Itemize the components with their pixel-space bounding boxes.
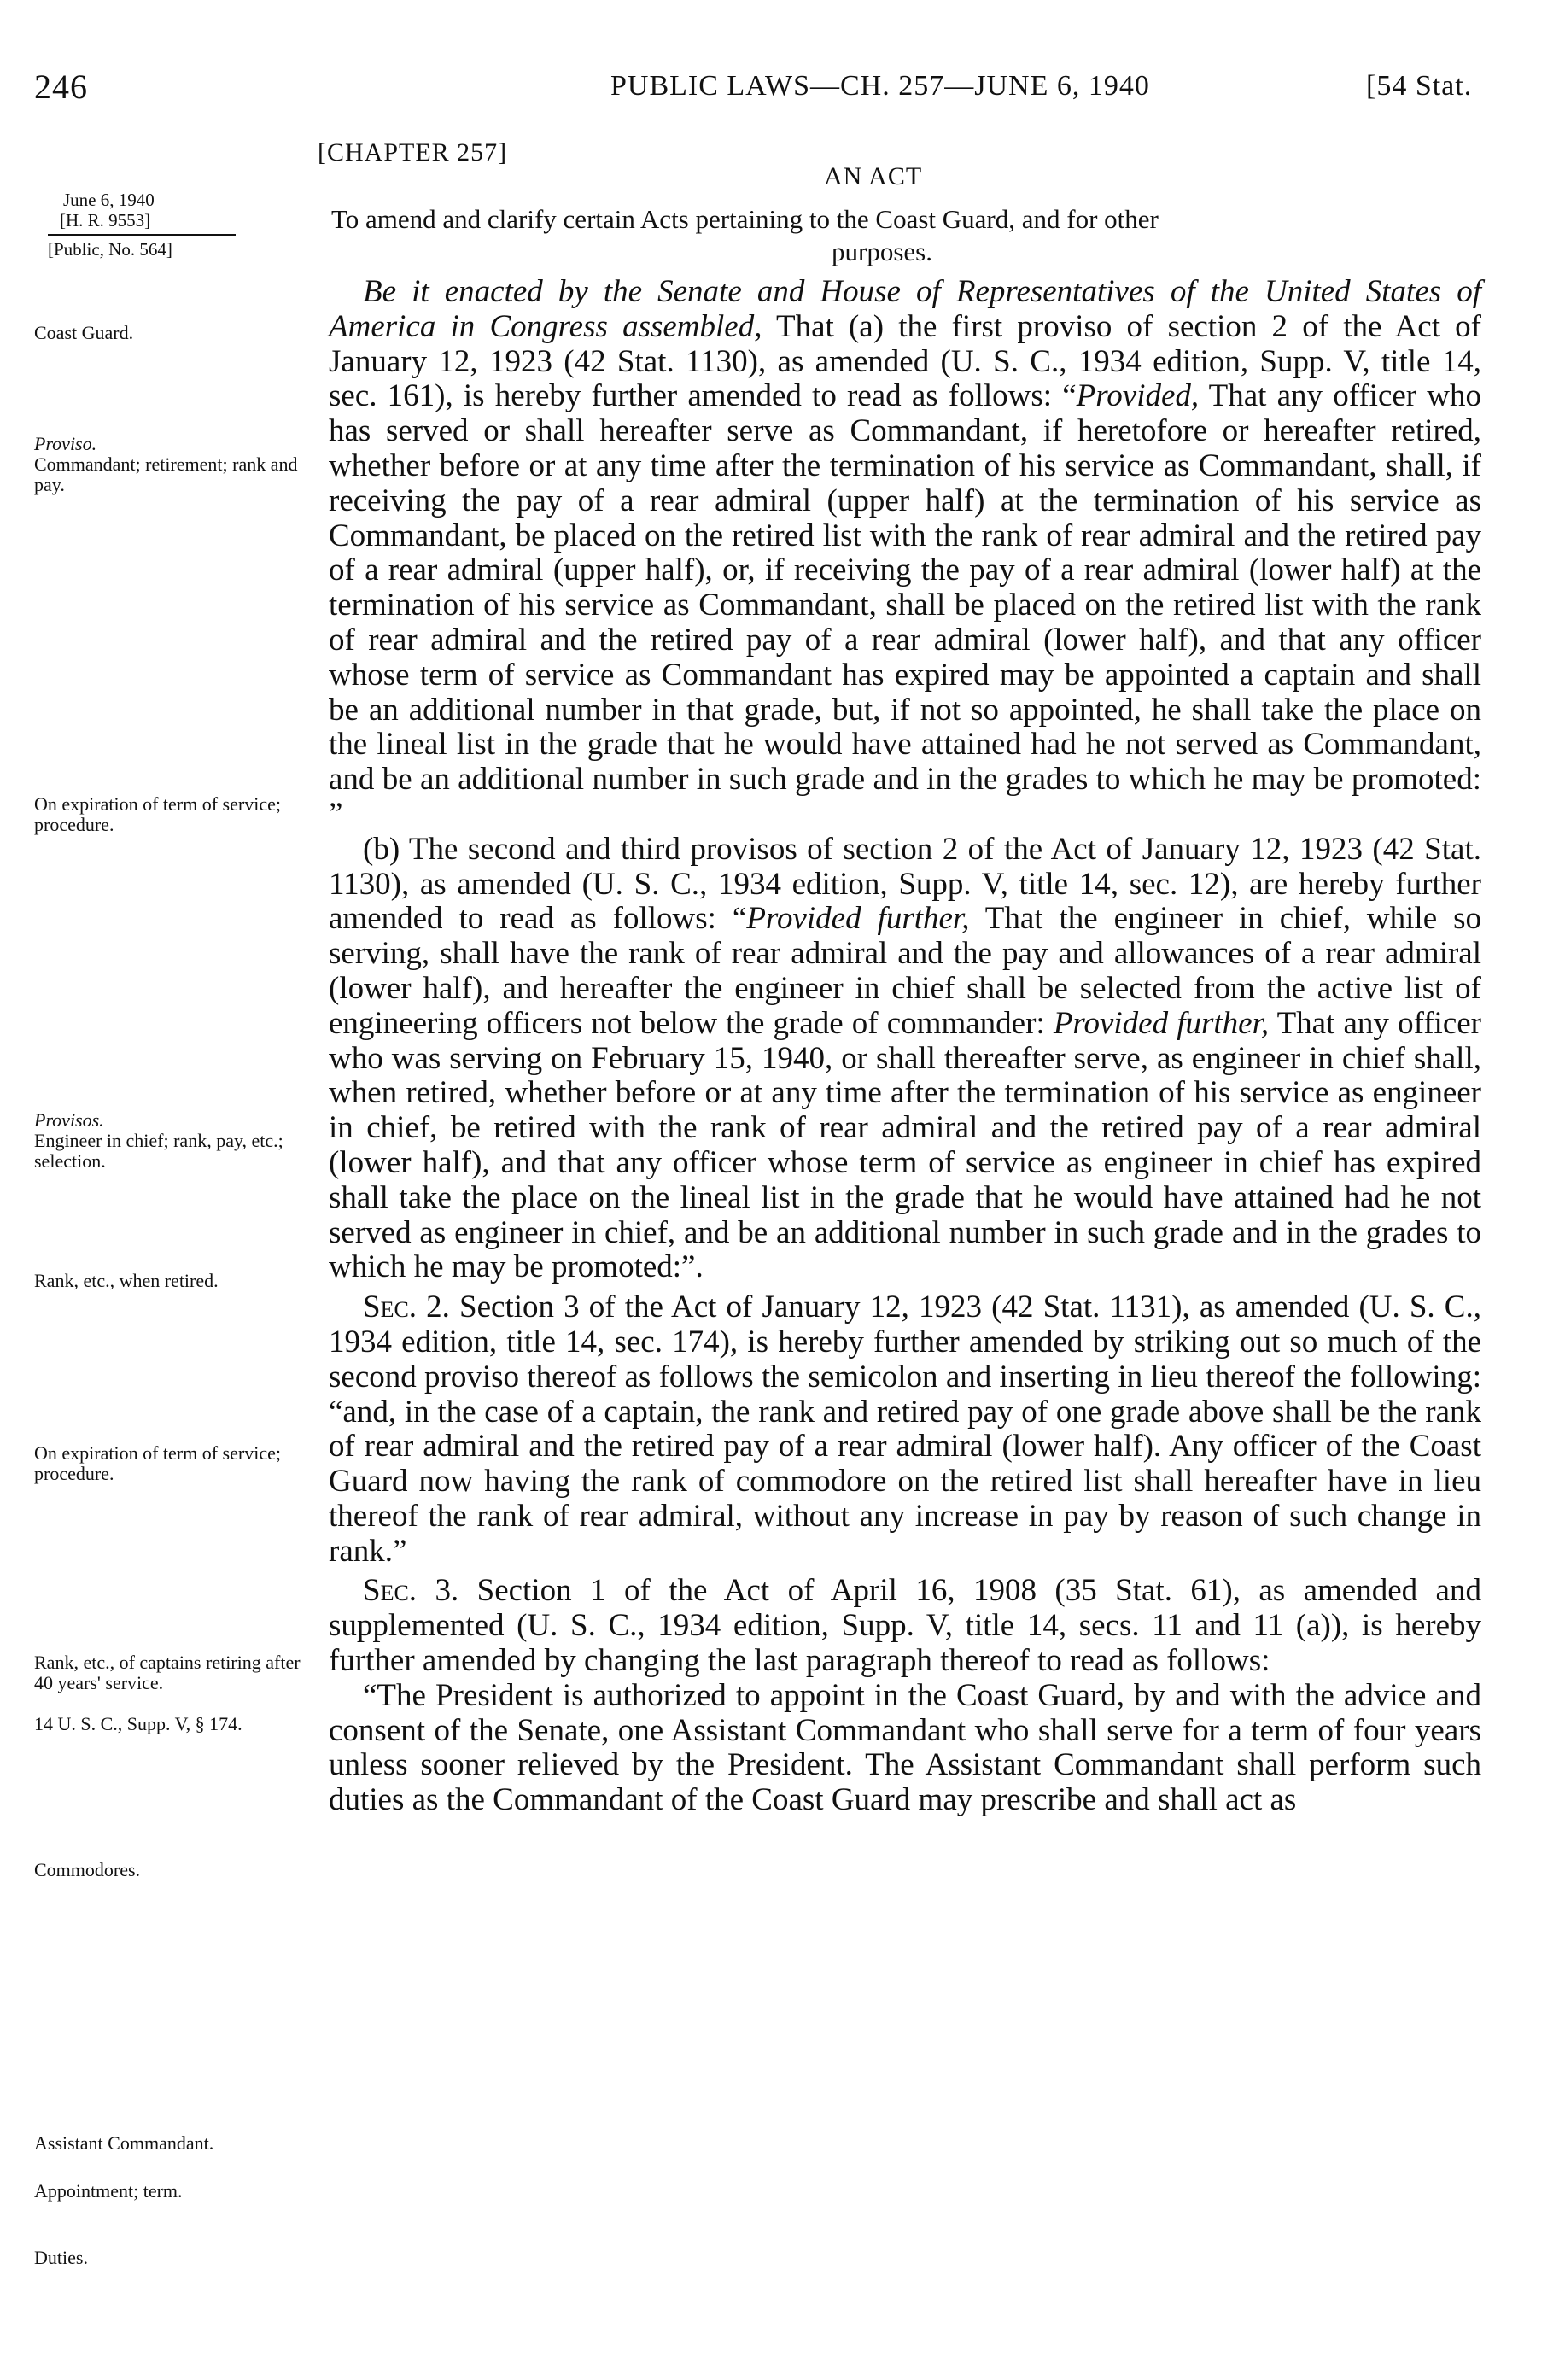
page-number: 246 (34, 67, 88, 106)
enacting-clause: Be it enacted by the Senate and House of Representatives of the United States of America in Congress assembled, (329, 274, 1481, 344)
section-1b-text-1: (b) The second and third provisos of section 2 of the Act of January 12, 1923 (42 Stat. 1130), as amended (U. S. C., 1934 edition, Supp. V, title 14, sec. 12), are hereby further amended to read as follows: “ (329, 831, 1481, 937)
section-1b-text-2: That the engineer in chief, while so serving, shall have the rank of rear admiral and the pay and allowances of a rear admiral (lower half), and hereafter the engineer in chief shall be selected from the active list of engineering officers not below the grade of commander: (329, 901, 1481, 1041)
bill-info (48, 190, 227, 260)
section-3-paragraph (329, 1574, 1481, 1678)
running-title: PUBLIC LAWS—CH. 257—JUNE 6, 1940 (610, 70, 1150, 102)
section-1a-paragraph (329, 275, 1481, 833)
margin-note-commodores: Commodores. (34, 1859, 141, 1880)
margin-note-rank-retired: Rank, etc., when retired. (34, 1270, 219, 1291)
margin-note-rank-captains: Rank, etc., of captains retiring after 40 years' service. (34, 1652, 301, 1693)
act-heading: AN ACT (824, 162, 923, 190)
bill-date: June 6, 1940 (63, 190, 155, 210)
margin-note-expiration-2: On expiration of term of service; procedure. (34, 1442, 281, 1484)
section-1b-text-3: That any officer who was serving on February 15, 1940, or shall thereafter serve, as engineer in chief shall, when retired, whether before or at any time after the termination of his service as engineer in chief, be retired with the rank of rear admiral and the retired pay of a rear admiral (lower half), and that any officer whose term of service as engineer in chief has expired shall take the place on the lineal list in the grade that he would have attained had he not served as engineer in chief, and be an additional number in such grade and in the grades to which he may be promoted:”. (329, 1005, 1481, 1285)
margin-note-commandant: Commandant; retirement; rank and pay. (34, 453, 298, 495)
bill-number: [H. R. 9553] (60, 210, 151, 231)
section-2-label: Sec. 2. (363, 1289, 450, 1325)
margin-note-usc-reference: 14 U. S. C., Supp. V, § 174. (34, 1713, 242, 1734)
section-2-text: Section 3 of the Act of January 12, 1923 (42 Stat. 1131), as amended (U. S. C., 1934 edition, title 14, sec. 174), is hereby further amended by striking out so much of the second proviso thereof as follows the semicolon and inserting in lieu thereof the following: “and, in the case of a captain, the rank and retired pay of one grade above shall be the rank of rear admiral and the retired pay of a rear admiral (lower half). Any officer of the Coast Guard now having the rank of commodore on the retired list shall hereafter have in lieu thereof the rank of rear admiral, without any increase in pay by reason of such change in rank.” (329, 1289, 1481, 1569)
section-1a-text-2: That any officer who has served or shall hereafter serve as Commandant, if heretofore or hereafter retired, whether before or at any time after the termination of his service as Commandant, shall, if receiving the pay of a rear admiral (upper half) at the termination of his service as Commandant, be placed on the retired list with the rank of rear admiral and the retired pay of a rear admiral (upper half), or, if receiving the pay of a rear admiral (lower half) at the termination of his service as Commandant, shall be placed on the retired list with the rank of rear admiral and the retired pay of a rear admiral (lower half), and that any officer whose term of service as Commandant has expired may be appointed a captain and shall be an additional number in that grade, but, if not so appointed, he shall take the place on the lineal list in the grade that he would have attained had he not served as Commandant, and be an additional number in such grade and in the grades to which he may be promoted: ” (329, 378, 1481, 832)
section-3-label: Sec. 3. (363, 1573, 459, 1609)
act-body (329, 275, 1481, 1818)
chapter-label: [CHAPTER 257] (318, 138, 508, 167)
margin-note-provisos: Provisos. (34, 1109, 104, 1131)
section-2-paragraph (329, 1290, 1481, 1569)
provided-term: Provided, (1076, 378, 1200, 414)
margin-note-engineer: Engineer in chief; rank, pay, etc.; selection. (34, 1130, 283, 1172)
quoted-paragraph (329, 1679, 1481, 1818)
margin-note-coast-guard: Coast Guard. (34, 322, 134, 343)
section-3-text: Section 1 of the Act of April 16, 1908 (35 Stat. 61), as amended and supplemented (U. S. C., 1934 edition, Supp. V, title 14, secs. 11 and 11 (a)), is hereby further amended by changing the last paragraph thereof to read as follows: (329, 1573, 1481, 1679)
purpose-line-1: To amend and clarify certain Acts pertaining to the Coast Guard, and for other (331, 204, 1159, 234)
margin-note-appointment: Appointment; term. (34, 2180, 183, 2202)
quoted-text: “The President is authorized to appoint in the Coast Guard, by and with the advice and consent of the Senate, one Assistant Commandant who shall serve for a term of four years unless sooner relieved by the President. The Assistant Commandant shall perform such duties as the Commandant of the Coast Guard may prescribe and shall act as (329, 1677, 1481, 1818)
provided-further-term-1: Provided further, (746, 901, 970, 937)
bill-divider (48, 234, 236, 236)
margin-note-proviso: Proviso. (34, 433, 97, 454)
provided-further-term-2: Provided further, (1053, 1005, 1270, 1041)
margin-note-expiration-1: On expiration of term of service; procedure. (34, 793, 281, 835)
purpose-line-2: purposes. (832, 237, 932, 266)
section-1a-text-1: That (a) the first proviso of section 2 of the Act of January 12, 1923 (42 Stat. 1130), as amended (U. S. C., 1934 edition, Supp. V, title 14, sec. 161), is hereby further amended to read as follows: “ (329, 308, 1481, 414)
section-1b-paragraph (329, 833, 1481, 1285)
public-law-number: [Public, No. 564] (48, 239, 172, 260)
act-purpose (331, 203, 1484, 268)
margin-note-assistant-commandant: Assistant Commandant. (34, 2132, 214, 2154)
margin-note-duties: Duties. (34, 2247, 88, 2268)
statute-reference: [54 Stat. (1366, 70, 1473, 102)
